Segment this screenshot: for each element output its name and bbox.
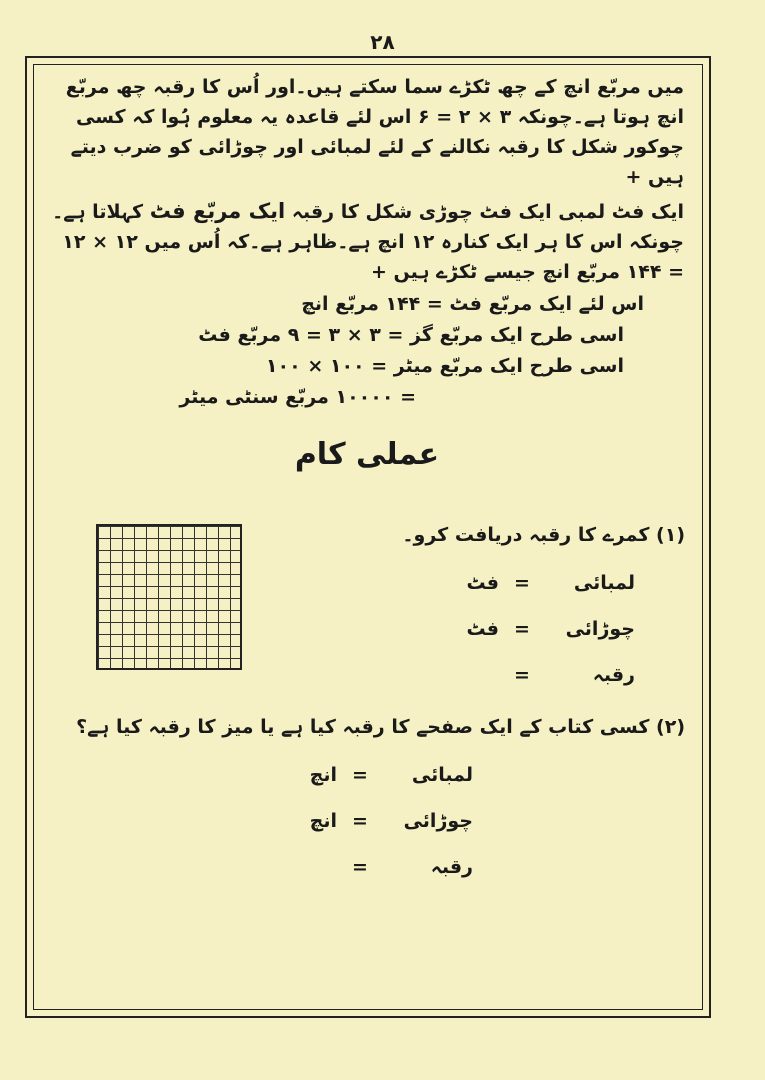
exercise-1 xyxy=(245,520,685,698)
exercise-2 xyxy=(65,712,685,890)
page-number: ۲۸ xyxy=(370,30,395,54)
row-label: لمبائی xyxy=(573,572,635,594)
equation-line: اس لئے ایک مربّع فٹ = ۱۴۴ مربّع انچ xyxy=(301,293,644,315)
row-label: رقبہ xyxy=(592,664,635,686)
paragraph-2 xyxy=(50,196,684,287)
row-equals: = xyxy=(352,764,368,786)
equations xyxy=(50,289,684,413)
paragraph-2-term: ایک مربّع فٹ xyxy=(149,199,286,223)
paragraph-1: میں مربّع انچ کے چھ ٹکڑے سما سکتے ہیں۔اور اُس کا رقبہ چھ مربّع انچ ہوتا ہے۔چونکہ ۳ × ۲ = ۶ اس لئے قاعدہ یہ معلوم ہُوا کہ کسی چوکور شکل کا رقبہ نکالنے کے لئے لمبائی اور چوڑائی کو ضرب دیتے ہیں + xyxy=(65,76,684,188)
row-equals: = xyxy=(514,618,530,640)
equation-line: اسی طرح ایک مربّع میٹر = ۱۰۰ × ۱۰۰ xyxy=(265,355,624,377)
square-grid-diagram xyxy=(96,524,242,670)
exercise-2-question: (۲) کسی کتاب کے ایک صفحے کا رقبہ کیا ہے یا میز کا رقبہ کیا ہے؟ xyxy=(76,716,685,738)
row-equals: = xyxy=(514,572,530,594)
row-equals: = xyxy=(514,664,530,686)
row-equals: = xyxy=(352,810,368,832)
row-label: رقبہ xyxy=(430,856,473,878)
row-unit: انچ xyxy=(309,764,337,786)
equation-line: اسی طرح ایک مربّع گز = ۳ × ۳ = ۹ مربّع فٹ xyxy=(198,324,624,346)
exercise-row xyxy=(65,752,685,798)
exercise-1-question: (۱) کمرے کا رقبہ دریافت کرو۔ xyxy=(402,524,685,546)
row-unit: فٹ xyxy=(466,618,499,640)
row-unit: انچ xyxy=(309,810,337,832)
row-equals: = xyxy=(352,856,368,878)
paragraph-2-rest: کہلاتا ہے۔چونکہ اس کا ہر ایک کنارہ ۱۲ انچ ہے۔ظاہر ہے۔کہ اُس میں ۱۲ × ۱۲ = ۱۴۴ مربّع انچ جیسے ٹکڑے ہیں + xyxy=(52,201,684,283)
main-text xyxy=(50,72,684,486)
exercise-row xyxy=(65,798,685,844)
exercise-row xyxy=(245,560,685,606)
section-heading: عملی کام xyxy=(294,437,440,472)
row-label: چوڑائی xyxy=(403,810,473,832)
paragraph-2-start: ایک فٹ لمبی ایک فٹ چوڑی شکل کا رقبہ xyxy=(291,201,684,223)
row-label: لمبائی xyxy=(411,764,473,786)
equation-line: = ۱۰۰۰۰ مربّع سنٹی میٹر xyxy=(179,386,416,408)
exercise-row xyxy=(245,652,685,698)
exercise-row xyxy=(245,606,685,652)
row-label: چوڑائی xyxy=(565,618,635,640)
row-unit: فٹ xyxy=(466,572,499,594)
exercise-row xyxy=(65,844,685,890)
